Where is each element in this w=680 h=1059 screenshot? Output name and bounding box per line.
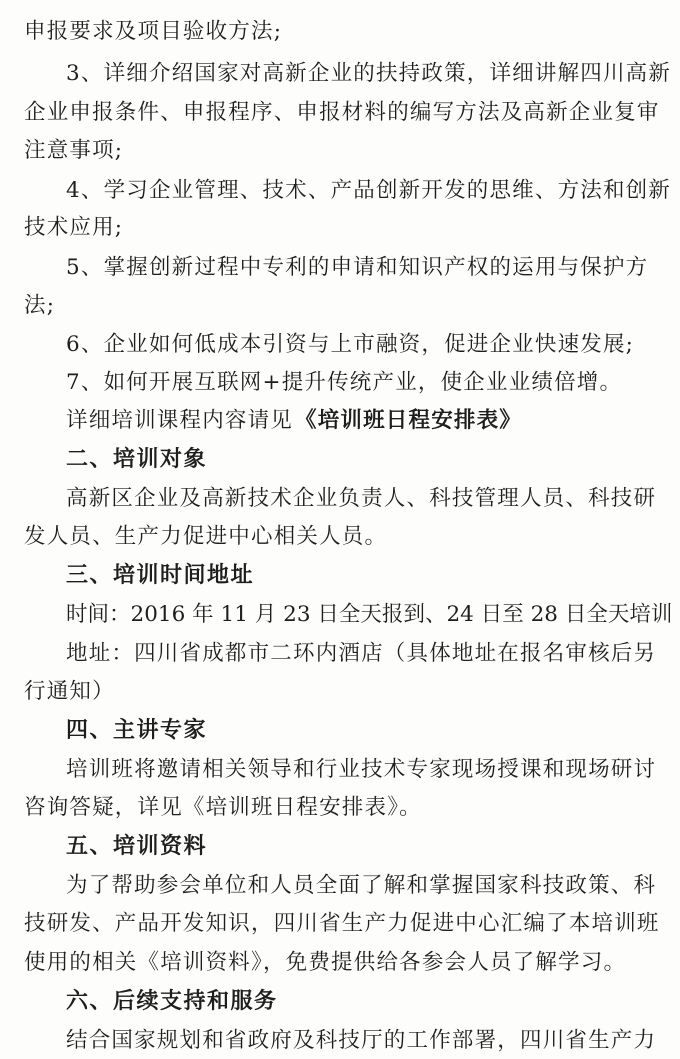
text-line: 培训班将邀请相关领导和行业技术专家现场授课和现场研讨 (66, 757, 657, 782)
schedule-table-title: 《培训班日程安排表》 (295, 408, 523, 433)
text-line: 使用的相关《培训资料》，免费提供给各参会人员了解学习。 (24, 950, 627, 975)
text-line: 技术应用; (24, 215, 124, 240)
section-heading-experts: 四、主讲专家 (66, 718, 208, 743)
section-heading-materials: 五、培训资料 (66, 834, 208, 859)
text-line: 法; (24, 293, 56, 318)
text-line: 企业申报条件、申报程序、申报材料的编写方法及高新企业复审 (24, 100, 660, 125)
text-line: 申报要求及项目验收方法; (24, 19, 283, 44)
list-item-6: 6、企业如何低成本引资与上市融资，促进企业快速发展; (66, 332, 635, 357)
section-heading-training-target: 二、培训对象 (66, 447, 208, 472)
text-line: 发人员、生产力促进中心相关人员。 (24, 524, 388, 549)
text-line: 行通知） (24, 679, 115, 704)
section-heading-time-address: 三、培训时间地址 (66, 563, 255, 588)
text-line: 技研发、产品开发知识，四川省生产力促进中心汇编了本培训班 (24, 911, 660, 936)
list-item-7: 7、如何开展互联网+提升传统产业，使企业业绩倍增。 (66, 370, 623, 395)
list-item-5: 5、掌握创新过程中专利的申请和知识产权的运用与保护方 (66, 255, 649, 280)
text-line: 结合国家规划和省政府及科技厅的工作部署，四川省生产力 (66, 1028, 657, 1053)
course-reference-text: 详细培训课程内容请见 (66, 408, 294, 433)
section-heading-support: 六、后续支持和服务 (66, 989, 278, 1014)
training-address: 地址：四川省成都市二环内酒店（具体地址在报名审核后另 (66, 641, 657, 666)
text-line: 注意事项; (24, 138, 124, 163)
text-line: 高新区企业及高新技术企业负责人、科技管理人员、科技研 (66, 486, 657, 511)
training-time: 时间：2016 年 11 月 23 日全天报到、24 日至 28 日全天培训 (66, 602, 673, 627)
text-line: 咨询答疑，详见《培训班日程安排表》。 (24, 795, 422, 820)
text-line: 为了帮助参会单位和人员全面了解和掌握国家科技政策、科 (66, 873, 657, 898)
list-item-3: 3、详细介绍国家对高新企业的扶持政策，详细讲解四川高新 (66, 61, 672, 86)
list-item-4: 4、学习企业管理、技术、产品创新开发的思维、方法和创新 (66, 178, 672, 203)
